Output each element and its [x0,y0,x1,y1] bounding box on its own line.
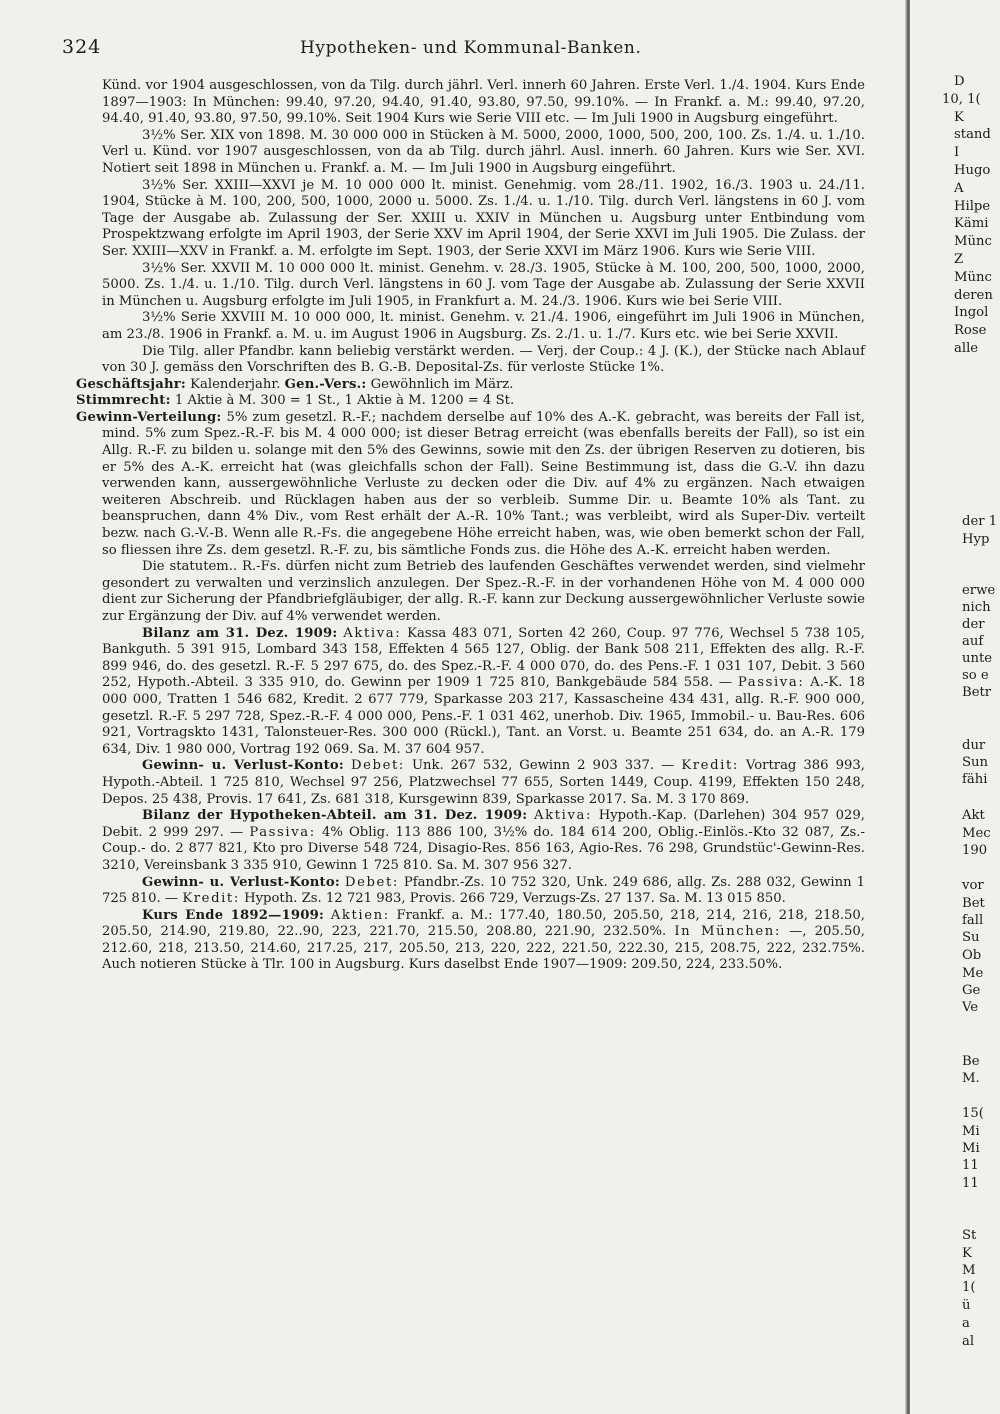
adjacent-fragment: Hilpe [954,199,991,214]
adjacent-fragment: Ingol [954,305,989,320]
adjacent-fragment: fall [962,913,984,928]
paragraph-series-xxiii-xxvi: 3½% Ser. XXIII—XXVI je M. 10 000 000 lt. minist. Genehmig. vom 28./11. 1902, 16./3. 1903 u. 24./11. 1904, Stücke à M. 100, 200, 500, 1000, 2000 u. 5000. Zs. 1./4. u. 1./10. Tilg. durch Verl. längstens in 60 J. vom Tage der Ausgabe ab. Zulassung der Ser. XXIII u. XXIV in München u. Augsburg unter Entbindung vom Prospektzwang erfolgte im April 1903, der Serie XXV im April 1904, der Serie XXVI im Juli 1905. Die Zulass. der Ser. XXIII—XXV in Frankf. a. M. erfolgte im Sept. 1903, der Serie XXVI im März 1906. Kurs wie Serie VIII. [102,177,865,259]
paragraph-series-xxviii: 3½% Serie XXVIII M. 10 000 000, lt. minist. Genehm. v. 21./4. 1906, eingeführt im Juli 1906 in München, am 23./8. 1906 in Frankf. a. M. u. im August 1906 in Augsburg. Zs. 2./1. u. 1./7. Kurs etc. wie bei Serie XXVII. [102,310,865,342]
adjacent-fragment: Sun [962,755,989,770]
geschaeftsjahr-label: Geschäftsjahr: [76,376,186,392]
guv-hyp-debet-label: Debet: [344,874,399,890]
bilanz-hyp-passiva-label: Passiva: [249,824,316,840]
kurs-aktien: Frankf. a. M.: 177.40, 180.50, 205.50, 218, 214, 216, 218, 218.50, 205.50, 214.90, 219.80, 22..90, 223, 221.70, 215.50, 208.80, 221.90, 232.50%. [102,907,865,940]
adjacent-fragment: Ob [962,948,982,963]
adjacent-fragment: Kämi [954,216,989,231]
adjacent-fragment: Bet [962,896,985,911]
adjacent-fragment: Münc [954,270,992,285]
adjacent-fragment: 11 [962,1158,979,1173]
adjacent-fragment: der 1 [962,514,998,529]
paragraph-tilgung: Die Tilg. aller Pfandbr. kann beliebig verstärkt werden. — Verj. der Coup.: 4 J. (K.), der Stücke nach Ablauf von 30 J. gemäss den Vorschriften des B. G.-B. Deposital-Zs. für verloste Stücke 1%. [102,343,865,376]
adjacent-fragment: dur [962,738,986,753]
kurs-muenchen: —, 205.50, 212.60, 218, 213.50, 214.60, 217.25, 217, 205.50, 213, 220, 222, 221.50, 222.30, 215, 208.75, 222, 232.75%. Auch notieren Stücke à Tlr. 100 in Augsburg. Kurs daselbst Ende 1907—1909: 209.50, 224, 233.50%. [102,924,865,973]
guv-hyp-kredit-label: Kredit: [182,891,240,907]
adjacent-fragment: der [962,617,985,632]
kurs-muenchen-label: In München: [674,924,781,940]
adjacent-fragment: alle [954,341,979,356]
adjacent-fragment: nich [962,600,991,615]
adjacent-fragment: Hyp [962,532,990,547]
kurs-label: Kurs Ende 1892—1909: [142,907,325,923]
bilanz-label: Bilanz am 31. Dez. 1909: [142,625,338,641]
adjacent-fragment: al [962,1334,975,1349]
bilanz-aktiva: Kassa 483 071, Sorten 42 260, Coup. 97 776, Wechsel 5 738 105, Bankguth. 5 391 915, Lombard 343 158, Effekten 4 565 127, Oblig. der Bank 508 211, Effekten des allg. R.-F. 899 946, do. des gesetzl. R.-F. 5 297 675, do. des Spez.-R.-F. 4 000 070, do. des Pens.-F. 1 031 107, Debit. 3 560 252, Hypoth.-Abteil. 3 335 910, do. Gewinn per 1909 1 725 810, Bankgebäude 584 558. — [102,625,865,691]
adjacent-fragment: ü [962,1298,971,1313]
adjacent-fragment: Ve [962,1000,979,1015]
adjacent-fragment: deren [954,288,993,303]
adjacent-fragment: erwe [962,583,996,598]
adjacent-fragment: unte [962,651,993,666]
adjacent-fragment: vor [962,878,984,893]
stimmrecht-value: 1 Aktie à M. 300 = 1 St., 1 Aktie à M. 1200 = 4 St. [174,393,515,409]
guv-debet-label: Debet: [350,758,405,774]
adjacent-fragment: stand [954,127,991,142]
bilanz-hyp-aktiva-label: Aktiva: [534,808,593,824]
adjacent-fragment: Su [962,930,980,945]
adjacent-fragment: D [954,74,965,89]
adjacent-fragment: Hugo [954,163,991,178]
adjacent-fragment: Ge [962,983,981,998]
guv-kredit: Vortrag 386 993, Hypoth.-Abteil. 1 725 810, Wechsel 97 256, Platzwechsel 77 655, Sorten 1449, Coup. 4199, Effekten 150 248, Depos. 25 438, Provis. 17 641, Zs. 681 318, Kursgewinn 839, Sparkasse 2017. Sa. M. 3 170 869. [102,758,865,807]
bilanz-aktiva-label: Aktiva: [343,625,402,641]
adjacent-fragment: 190 [962,843,988,858]
gewinn-verteilung-text: 5% zum gesetzl. R.-F.; nachdem derselbe auf 10% des A.-K. gebracht, was bereits der Fall ist, mind. 5% zum Spez.-R.-F. bis M. 4 000 000; ist dieser Betrag erreicht (was ebenfalls bereits der Fall), so ist ein Allg. R.-F. zu bilden u. solange mit den 5% des Gewinns, sowie mit den Zs. der übrigen Reserven zu dotieren, bis er 5% des A.-K. erreicht hat (was gleichfalls schon der Fall). Seine Bestimmung ist, dass die G.-V. ihn dazu verwenden kann, aussergewöhnliche Verluste zu decken oder die Div. auf 4% zu ergänzen. Nach etwaigen weiteren Abschreib. und Rücklagen haben aus der so verbleib. Summe Dir. u. Beamte 10% als Tant. zu beanspruchen, dann 4% Div., vom Rest erhält der A.-R. 10% Tant.; was verbleibt, wird als Super-Div. verteilt bezw. nach G.-V.-B. Wenn alle R.-Fs. die angegebene Höhe erreicht haben, was, wie oben bemerkt schon der Fall, so fliessen ihre Zs. dem gesetzl. R.-F. zu, bis sämtliche Fonds zus. die Höhe des A.-K. erreicht haben werden. [102,409,865,558]
adjacent-fragment: Mi [962,1141,980,1156]
adjacent-fragment: Rose [954,323,987,338]
bilanz-hyp-label: Bilanz der Hypotheken-Abteil. am 31. Dez. 1909: [142,808,528,824]
adjacent-fragment: 15( [962,1106,984,1121]
gewinn-verteilung-paragraph [76,410,865,559]
adjacent-fragment: M [962,1263,976,1278]
kurs-aktien-label: Aktien: [330,907,390,923]
adjacent-fragment: A [954,181,964,196]
guv-hyp-paragraph [102,875,865,908]
paragraph-series-xix: 3½% Ser. XIX von 1898. M. 30 000 000 in Stücken à M. 5000, 2000, 1000, 500, 200, 100. Zs. 1./4. u. 1./10. Verl u. Künd. vor 1907 ausgeschlossen, von da ab Tilg. durch jährl. Ausl. innerh. 60 Jahren. Kurs wie Ser. XVI. Notiert seit 1898 in München u. Frankf. a. M. — Im Juli 1900 in Augsburg eingeführt. [102,127,865,176]
adjacent-fragment: 10, 1( [942,92,981,107]
paragraph-continuation: Künd. vor 1904 ausgeschlossen, von da Tilg. durch jährl. Verl. innerh 60 Jahren. Erste Verl. 1./4. 1904. Kurs Ende 1897—1903: In München: 99.40, 97.20, 94.40, 91.40, 93.80, 97.50, 99.10%. — In Frankf. a. M.: 99.40, 97.20, 94.40, 91.40, 93.80, 97.50, 99.10%. Seit 1904 Kurs wie Serie VIII etc. — Im Juli 1900 in Augsburg eingeführt. [102,78,865,127]
guv-kredit-label: Kredit: [681,758,739,774]
bilanz-hyp-paragraph [102,808,865,874]
adjacent-fragment: Mi [962,1124,980,1139]
adjacent-fragment: K [962,1246,972,1261]
adjacent-fragment: a [962,1316,970,1331]
guv-label: Gewinn- u. Verlust-Konto: [142,758,344,774]
paragraph-statutem: Die statutem.. R.-Fs. dürfen nicht zum Betrieb des laufenden Geschäftes verwendet werden, sind vielmehr gesondert zu verwalten und verzinslich anzulegen. Der Spez.-R.-F. in der vorhandenen Höhe von M. 4 000 000 dient zur Sicherung der Pfandbriefgläubiger, der allg. R.-F. kann zur Deckung aussergewöhnlicher Verluste sowie zur Ergänzung der Div. auf 4% verwendet werden. [102,559,865,624]
adjacent-fragment: M. [962,1071,980,1086]
bilanz-passiva-label: Passiva: [737,675,805,691]
geschaeftsjahr-line [76,377,865,394]
geschaeftsjahr-value: Kalenderjahr. [190,376,281,392]
adjacent-fragment: Akt [962,808,985,823]
adjacent-fragment: auf [962,634,984,649]
kurs-paragraph [102,908,865,974]
adjacent-fragment: fähi [962,772,988,787]
guv-hyp-debet: Pfandbr.-Zs. 10 752 320, Unk. 249 686, allg. Zs. 288 032, Gewinn 1 725 810. — [102,874,865,907]
adjacent-fragment: 1( [962,1280,976,1295]
genvers-label: Gen.-Vers.: [284,376,367,392]
paragraph-series-xxvii: 3½% Ser. XXVII M. 10 000 000 lt. minist. Genehm. v. 28./3. 1905, Stücke à M. 100, 200, 500, 1000, 2000, 5000. Zs. 1./4. u. 1./10. Tilg. durch Verl. längstens in 60 J. vom Tage der Ausgabe ab. Zulassung der Serie XXVII in München u. Augsburg erfolgte im Juli 1905, in Frankfurt a. M. 24./3. 1906. Kurs wie bei Serie VIII. [102,260,865,309]
bilanz-hyp-passiva: 4% Oblig. 113 886 100, 3½% do. 184 614 200, Oblig.-Einlös.-Kto 32 087, Zs.-Coup.- do. 2 877 821, Kto pro Diverse 548 724, Disagio-Res. 856 163, Agio-Res. 76 298, Grundstüc'-Gewinn-Res. 3210, Vereinsbank 3 335 910, Gewinn 1 725 810. Sa. M. 307 956 327. [102,824,865,873]
adjacent-fragment: I [954,145,960,160]
adjacent-fragment: Z [954,252,964,267]
stimmrecht-label: Stimmrecht: [76,393,171,409]
adjacent-page-strip [942,0,1000,1414]
page-number: 324 [62,36,102,58]
bilanz-passiva: A.-K. 18 000 000, Tratten 1 546 682, Kredit. 2 677 779, Sparkasse 203 217, Kassascheine 434 431, allg. R.-F. 900 000, gesetzl. R.-F. 5 297 728, Spez.-R.-F. 4 000 000, Pens.-F. 1 031 462, unerhob. Div. 1965, Immobil.- u. Bau-Res. 606 921, Vortragskto 1431, Talonsteuer-Res. 300 000 (Rückl.), Tant. an Vorst. u. Beamte 251 634, do. an A.-R. 179 634, Div. 1 980 000, Vortrag 192 069. Sa. M. 37 604 957. [102,675,865,757]
bilanz-paragraph [102,626,865,759]
bilanz-hyp-aktiva: Hypoth.-Kap. (Darlehen) 304 957 029, Debit. 2 999 297. — [102,808,866,840]
adjacent-fragment: K [954,110,964,125]
book-gutter [905,0,910,1414]
genvers-value: Gewöhnlich im März. [370,376,514,392]
adjacent-fragment: St [962,1228,977,1243]
guv-paragraph [102,758,865,808]
running-title: Hypotheken- und Kommunal-Banken. [300,38,642,58]
adjacent-fragment: so e [962,668,989,683]
adjacent-fragment: 11 [962,1176,979,1191]
financials-block [76,559,865,974]
gewinn-verteilung-label: Gewinn-Verteilung: [76,409,222,425]
guv-debet: Unk. 267 532, Gewinn 2 903 337. — [411,758,675,774]
bond-series-block [76,128,865,377]
stimmrecht-line [76,393,865,410]
adjacent-fragment: Mec [962,826,991,841]
adjacent-fragment: Me [962,966,984,981]
main-text-column [76,78,865,974]
guv-hyp-kredit: Hypoth. Zs. 12 721 983, Provis. 266 729, Verzugs-Zs. 27 137. Sa. M. 13 015 850. [244,891,786,907]
adjacent-fragment: Betr [962,685,992,700]
adjacent-fragment: Münc [954,234,992,249]
adjacent-fragment: Be [962,1054,980,1069]
guv-hyp-label: Gewinn- u. Verlust-Konto: [142,874,340,890]
